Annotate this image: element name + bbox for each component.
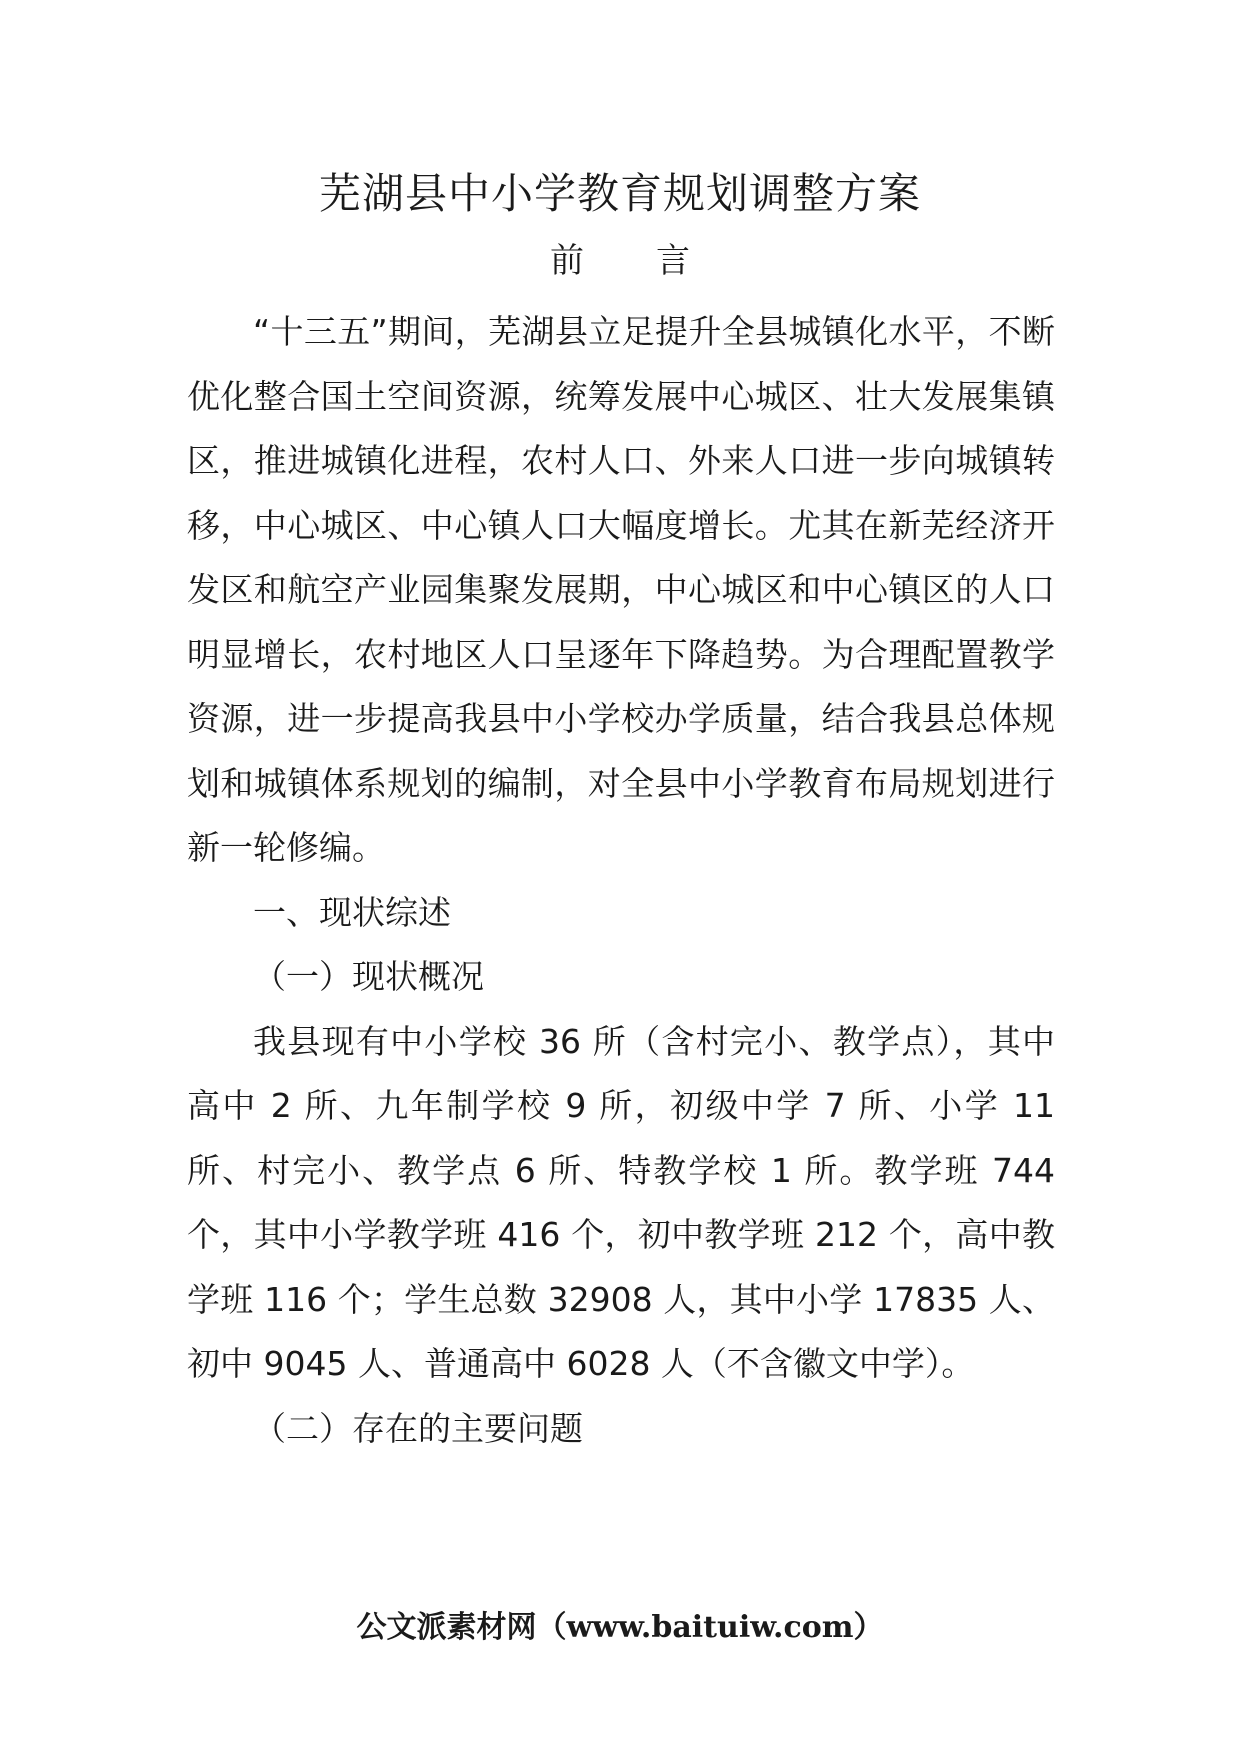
preface-paragraph: “十三五”期间，芜湖县立足提升全县城镇化水平，不断优化整合国土空间资源，统筹发展中心城区、壮大发展集镇区，推进城镇化进程，农村人口、外来人口进一步向城镇转移，中心城区、中心镇人口大幅度增长。尤其在新芜经济开发区和航空产业园集聚发展期，中心城区和中心镇区的人口明显增长，农村地区人口呈逐年下降趋势。为合理配置教学资源，进一步提高我县中小学校办学质量，结合我县总体规划和城镇体系规划的编制，对全县中小学教育布局规划进行新一轮修编。 <box>187 312 1055 867</box>
preface-heading <box>0 238 1240 284</box>
subsection-heading-1-2: （二）存在的主要问题 <box>253 1408 583 1448</box>
section-heading-1: 一、现状综述 <box>253 892 451 932</box>
document-body <box>187 300 1055 1461</box>
subsection-heading-1-1: （一）现状概况 <box>253 957 484 996</box>
footer-watermark-text: 公文派素材网（www.baituiw.com） <box>356 1610 884 1645</box>
preface-heading-char-2: 言 <box>656 241 690 281</box>
preface-heading-char-1: 前 <box>550 241 584 281</box>
document-title: 芜湖县中小学教育规划调整方案 <box>318 169 921 218</box>
subsection-paragraph-1-1: 我县现有中小学校 36 所（含村完小、教学点），其中高中 2 所、九年制学校 9 所，初级中学 7 所、小学 11 所、村完小、教学点 6 所、特教学校 1 所。教学班 744 个，其中小学教学班 416 个，初中教学班 212 个，高中教学班 116 个；学生总数 32908 人，其中小学 17835 人、初中 9045 人、普通高中 6028 人（不含徽文中学）。 <box>187 1021 1055 1383</box>
